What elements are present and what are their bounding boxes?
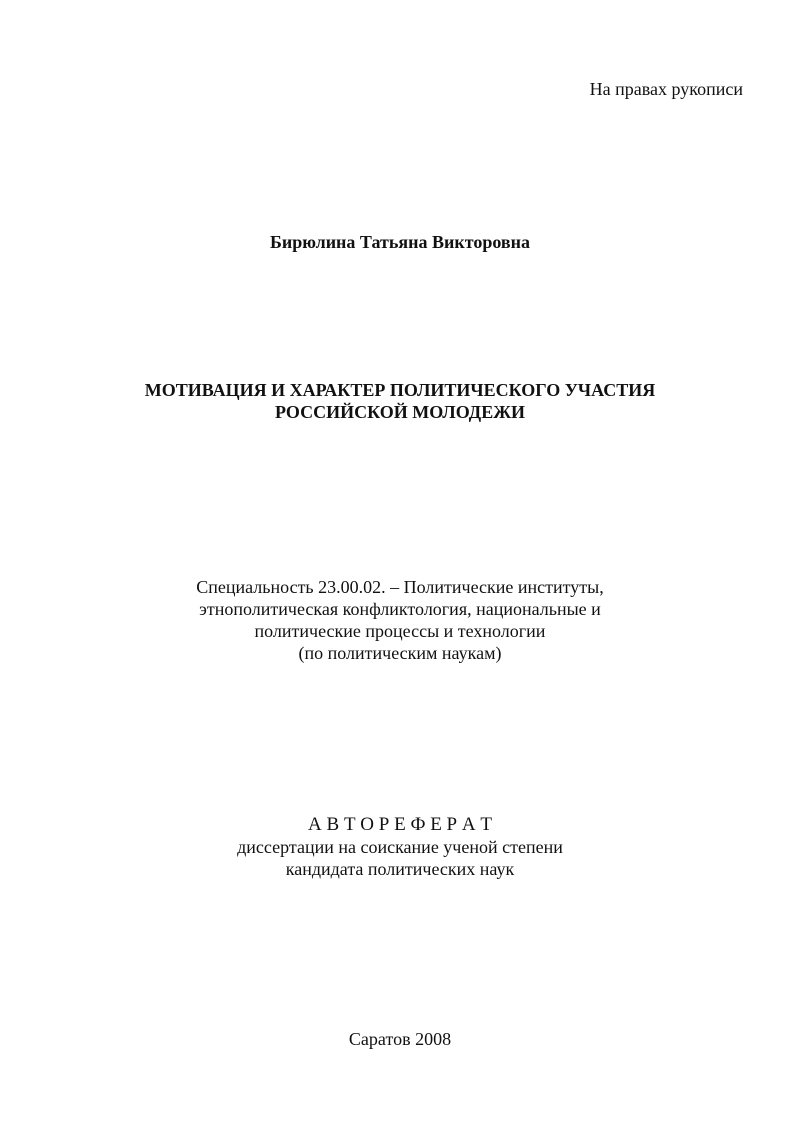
place-year: Саратов 2008 xyxy=(348,1029,452,1049)
rights-note: На правах рукописи xyxy=(589,79,743,99)
author-name: Бирюлина Татьяна Викторовна xyxy=(270,232,530,252)
abstract-block xyxy=(0,814,800,880)
speciality-line: Специальность 23.00.02. – Политические институты, xyxy=(196,577,604,597)
speciality-line: (по политическим наукам) xyxy=(298,643,502,663)
abstract-heading: А В Т О Р Е Ф Е Р А Т xyxy=(308,814,492,835)
abstract-line: кандидата политических наук xyxy=(285,859,515,879)
speciality-block xyxy=(0,576,800,664)
speciality-line: политические процессы и технологии xyxy=(254,621,546,641)
dissertation-title xyxy=(0,379,800,423)
title-line: РОССИЙСКОЙ МОЛОДЕЖИ xyxy=(274,402,525,422)
abstract-line: диссертации на соискание ученой степени xyxy=(237,837,563,857)
title-line: МОТИВАЦИЯ И ХАРАКТЕР ПОЛИТИЧЕСКОГО УЧАСТИЯ xyxy=(144,380,656,400)
speciality-line: этнополитическая конфликтология, национальные и xyxy=(199,599,601,619)
